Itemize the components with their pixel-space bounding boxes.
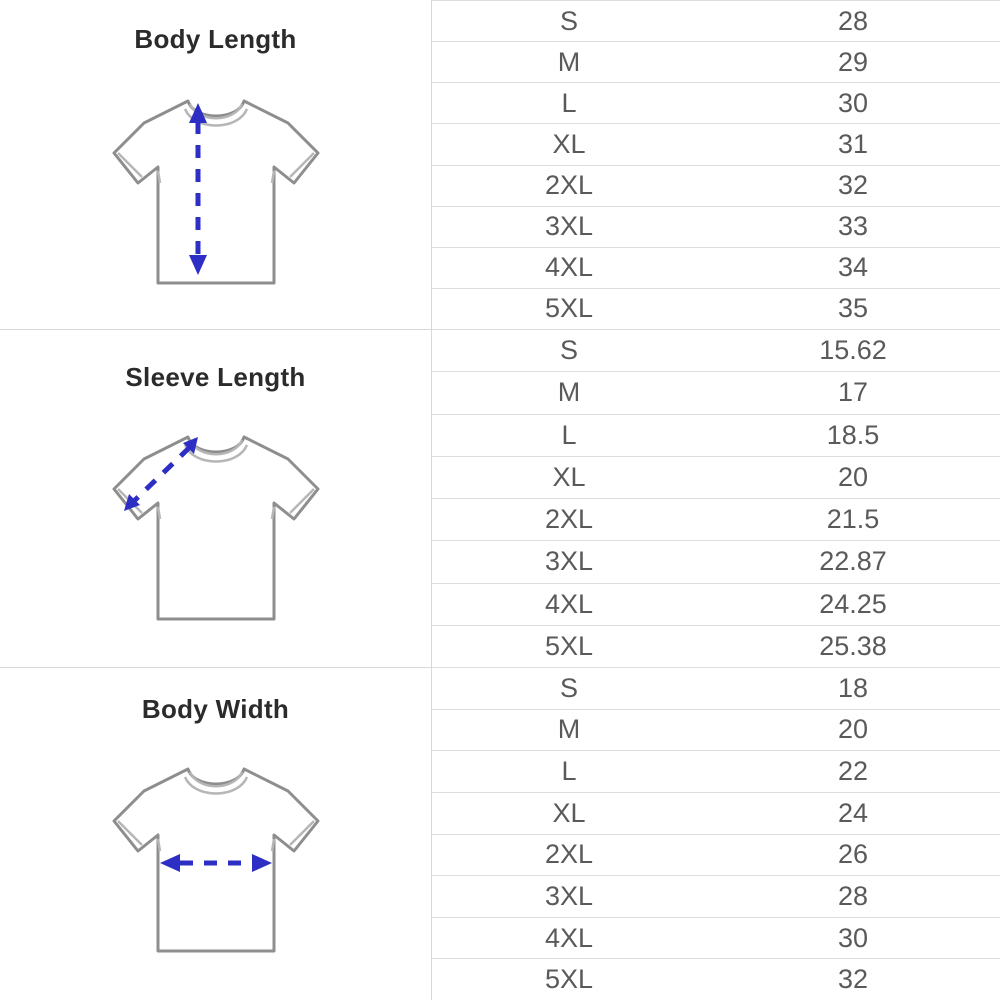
size-cell: S	[559, 5, 578, 36]
size-cell: M	[557, 714, 581, 745]
value-cell: 33	[837, 211, 869, 242]
value-cell: 25.38	[819, 630, 887, 661]
value-cell: 30	[837, 922, 869, 953]
tshirt-body-width-icon	[66, 725, 366, 1000]
value-cell: 35	[837, 293, 869, 324]
size-cell: S	[559, 335, 578, 366]
measurement-title: Body Width	[141, 694, 290, 724]
value-cell: 22.87	[819, 546, 887, 577]
size-cell: 5XL	[544, 630, 594, 661]
measurement-title: Body Length	[134, 24, 297, 54]
table-row	[432, 0, 1000, 42]
size-cell: XL	[552, 797, 586, 828]
size-table	[432, 0, 1000, 1000]
value-cell: 32	[837, 964, 869, 995]
table-row	[432, 83, 1000, 124]
measurement-title: Sleeve Length	[125, 362, 306, 392]
value-cell: 15.62	[819, 335, 887, 366]
value-cell: 22	[837, 756, 869, 787]
size-table-group-body-length	[432, 0, 1000, 330]
size-cell: 2XL	[544, 504, 594, 535]
table-row	[432, 415, 1000, 457]
size-cell: 3XL	[544, 880, 594, 911]
illustration-column	[0, 0, 432, 1000]
size-cell: 5XL	[544, 964, 594, 995]
value-cell: 28	[837, 5, 869, 36]
table-row	[432, 541, 1000, 583]
table-row	[432, 959, 1000, 1000]
table-row	[432, 751, 1000, 793]
size-table-group-body-width	[432, 668, 1000, 1000]
size-cell: S	[559, 672, 578, 703]
size-cell: 2XL	[544, 170, 594, 201]
value-cell: 24	[837, 797, 869, 828]
size-cell: M	[557, 46, 581, 77]
table-row	[432, 248, 1000, 289]
table-row	[432, 584, 1000, 626]
table-row	[432, 876, 1000, 918]
size-cell: 4XL	[544, 252, 594, 283]
table-row	[432, 710, 1000, 752]
measurement-block-body-length	[0, 0, 431, 330]
value-cell: 28	[837, 880, 869, 911]
value-cell: 20	[837, 714, 869, 745]
size-cell: 3XL	[544, 211, 594, 242]
table-row	[432, 626, 1000, 668]
size-cell: 5XL	[544, 293, 594, 324]
table-row	[432, 166, 1000, 207]
table-row	[432, 207, 1000, 248]
table-row	[432, 793, 1000, 835]
measurement-block-sleeve-length	[0, 330, 431, 668]
value-cell: 29	[837, 46, 869, 77]
value-cell: 21.5	[826, 504, 880, 535]
value-cell: 18	[837, 672, 869, 703]
table-row	[432, 372, 1000, 414]
tshirt-sleeve-length-icon	[66, 393, 366, 667]
size-cell: XL	[552, 128, 586, 159]
measurement-block-body-width	[0, 668, 431, 1000]
size-cell: XL	[552, 461, 586, 492]
table-row	[432, 499, 1000, 541]
size-cell: 4XL	[544, 588, 594, 619]
size-cell: 4XL	[544, 922, 594, 953]
table-row	[432, 124, 1000, 165]
value-cell: 20	[837, 461, 869, 492]
value-cell: 30	[837, 87, 869, 118]
value-cell: 24.25	[819, 588, 887, 619]
value-cell: 32	[837, 170, 869, 201]
value-cell: 17	[837, 377, 869, 408]
table-row	[432, 457, 1000, 499]
table-row	[432, 289, 1000, 330]
size-table-group-sleeve-length	[432, 330, 1000, 668]
table-row	[432, 918, 1000, 960]
value-cell: 31	[837, 128, 869, 159]
value-cell: 34	[837, 252, 869, 283]
size-cell: L	[561, 756, 577, 787]
table-row	[432, 42, 1000, 83]
size-cell: L	[561, 419, 577, 450]
tshirt-body-length-icon	[66, 55, 366, 329]
table-row	[432, 330, 1000, 372]
size-cell: M	[557, 377, 581, 408]
table-row	[432, 668, 1000, 710]
value-cell: 18.5	[826, 419, 880, 450]
size-cell: 2XL	[544, 839, 594, 870]
size-cell: 3XL	[544, 546, 594, 577]
value-cell: 26	[837, 839, 869, 870]
size-cell: L	[561, 87, 577, 118]
table-row	[432, 835, 1000, 877]
